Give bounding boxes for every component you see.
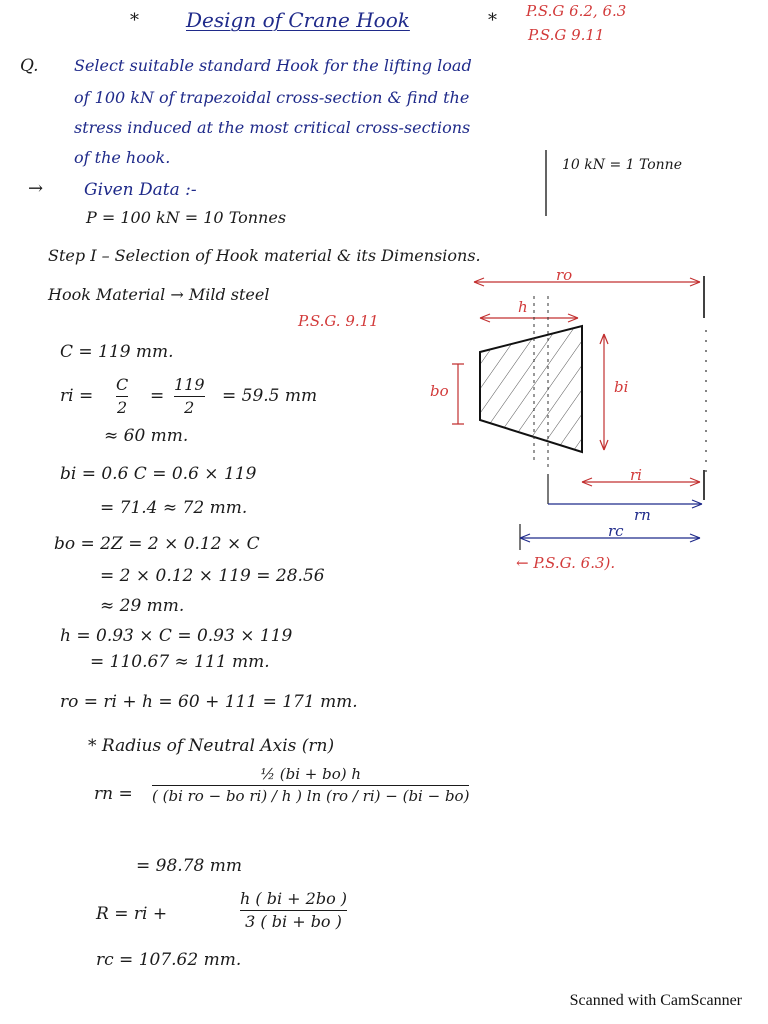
hook-material: Hook Material → Mild steel [48, 285, 270, 304]
calc-ri-approx: ≈ 60 mm. [104, 426, 189, 446]
step-1-title: Step I – Selection of Hook material & its Dimensions. [48, 246, 481, 265]
calc-ri-den-2b: 2 [184, 398, 195, 418]
calc-h-line-2: = 110.67 ≈ 111 mm. [90, 652, 270, 672]
diagram-label-ri: ri [630, 466, 642, 484]
diagram-reference: ← P.S.G. 6.3). [516, 554, 616, 572]
unit-conversion-note: 10 kN = 1 Tonne [562, 157, 682, 173]
given-data-label: Given Data :- [84, 180, 197, 200]
calc-bo-line-2: = 2 × 0.12 × 119 = 28.56 [100, 566, 325, 586]
trapezoidal-section [480, 326, 582, 452]
calc-ri-eq: = [150, 386, 165, 406]
calc-ri-lhs: ri = [60, 386, 94, 406]
question-line-4: of the hook. [74, 148, 171, 167]
calc-bi-line-1: bi = 0.6 C = 0.6 × 119 [60, 464, 257, 484]
calc-ri-num-c: C [116, 375, 129, 394]
given-load: P = 100 kN = 10 Tonnes [86, 208, 287, 227]
diagram-label-h: h [518, 298, 528, 316]
calc-r-numerator: h ( bi + 2bo ) [240, 889, 348, 908]
scanner-watermark: Scanned with CamScanner [569, 992, 742, 1009]
diagram-label-bi: bi [614, 378, 629, 396]
calc-bo-line-1: bo = 2Z = 2 × 0.12 × C [54, 534, 260, 554]
page-title: Design of Crane Hook [186, 8, 410, 32]
reference-psg-6-2: P.S.G 6.2, 6.3 [526, 2, 627, 20]
diagram-label-ro: ro [556, 266, 573, 284]
calc-ri-value: = 59.5 mm [222, 386, 318, 406]
given-arrow-icon: → [28, 178, 44, 199]
calc-c: C = 119 mm. [60, 342, 174, 362]
calc-rn-title: * Radius of Neutral Axis (rn) [88, 736, 335, 756]
calc-rn-lhs: rn = [94, 784, 133, 804]
question-line-3: stress induced at the most critical cross-sections [74, 118, 471, 137]
reference-psg-9-11: P.S.G 9.11 [528, 26, 605, 44]
diagram-label-rn: rn [634, 506, 651, 524]
title-star-right: * [488, 10, 497, 31]
calc-bi-line-2: = 71.4 ≈ 72 mm. [100, 498, 248, 518]
material-reference: P.S.G. 9.11 [298, 312, 379, 330]
diagram-label-bo: bo [430, 382, 449, 400]
calc-ri-den-2: 2 [117, 398, 128, 418]
calc-ro: ro = ri + h = 60 + 111 = 171 mm. [60, 692, 358, 712]
question-line-1: Select suitable standard Hook for the lifting load [74, 56, 472, 75]
calc-r-lhs: R = ri + [96, 904, 168, 924]
title-star-left: * [130, 10, 139, 31]
diagram-label-rc: rc [608, 522, 624, 540]
question-line-2: of 100 kN of trapezoidal cross-section & find the [74, 88, 470, 107]
question-label: Q. [20, 56, 39, 76]
calc-rc-value: rc = 107.62 mm. [96, 950, 242, 970]
calc-rn-value: = 98.78 mm [136, 856, 242, 876]
calc-bo-line-3: ≈ 29 mm. [100, 596, 185, 616]
calc-r-denominator: 3 ( bi + bo ) [245, 912, 342, 932]
calc-rn-numerator: ½ (bi + bo) h [260, 765, 362, 783]
calc-ri-num-119: 119 [174, 375, 205, 394]
calc-h-line-1: h = 0.93 × C = 0.93 × 119 [60, 626, 293, 646]
calc-rn-denominator: ( (bi ro − bo ri) / h ) ln (ro / ri) − (bi − bo) [152, 787, 470, 806]
